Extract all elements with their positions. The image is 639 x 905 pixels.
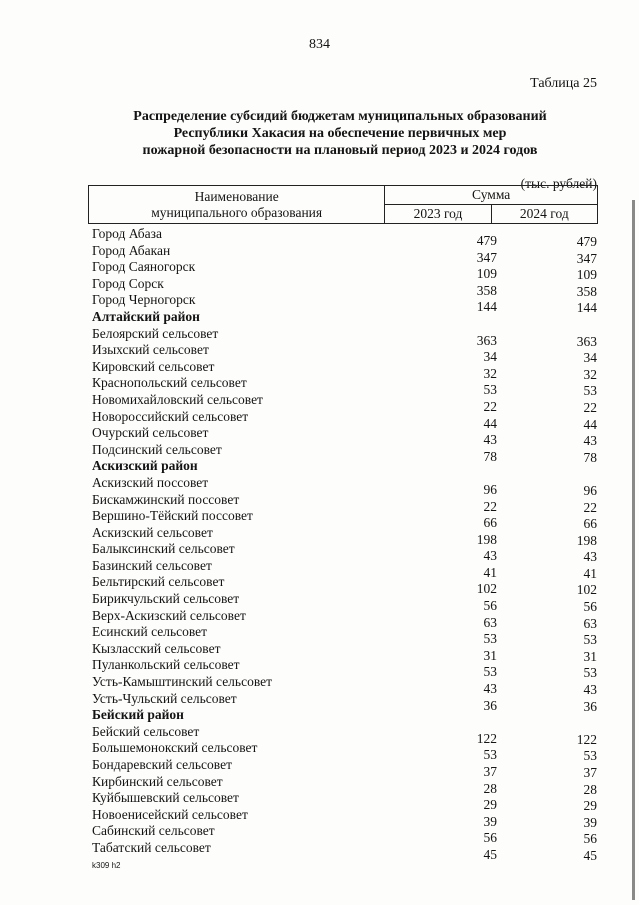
municipality-name: Бирикчульский сельсовет (92, 591, 240, 607)
value-2024: 63 (583, 615, 597, 631)
value-2023: 53 (483, 747, 497, 763)
scan-edge (632, 200, 635, 900)
value-2023: 43 (483, 681, 497, 697)
value-2024: 22 (583, 399, 597, 415)
title-line-3: пожарной безопасности на плановый период 2023 и 2024 годов (142, 143, 538, 158)
table-row (90, 408, 600, 432)
value-2023: 29 (483, 797, 497, 813)
table-group-row (90, 309, 600, 326)
value-2023: 32 (483, 365, 497, 381)
value-2024: 347 (576, 250, 597, 266)
municipality-name: Подсинский сельсовет (92, 441, 222, 457)
table-row (90, 773, 600, 797)
value-2024: 31 (583, 648, 597, 664)
value-2024: 37 (583, 765, 597, 780)
value-2024: 43 (583, 433, 597, 449)
title-line-1: Распределение субсидий бюджетам муниципальных образований (133, 109, 547, 124)
value-2023: 36 (483, 697, 497, 713)
municipality-name: Балыксинский сельсовет (92, 541, 235, 557)
municipality-name: Краснопольский сельсовет (92, 375, 247, 391)
municipality-name: Бондаревский сельсовет (92, 757, 232, 772)
value-2024: 39 (583, 814, 597, 830)
value-2024: 66 (583, 516, 597, 532)
value-2023: 39 (483, 813, 497, 829)
municipality-name: Кызласский сельсовет (92, 640, 221, 656)
table-row (90, 574, 600, 598)
value-2023: 43 (483, 432, 497, 448)
value-2023: 53 (483, 382, 497, 398)
district-name: Аскизский район (92, 458, 198, 474)
value-2023: 63 (483, 614, 497, 630)
value-2023: 358 (476, 282, 497, 298)
table-row (90, 740, 600, 764)
header-year-2024: 2024 год (491, 205, 597, 224)
municipality-name: Белоярский сельсовет (92, 325, 219, 341)
header-name-cell (89, 186, 385, 224)
table-row (90, 242, 600, 266)
value-2023: 347 (476, 249, 497, 265)
municipality-name: Изыхский сельсовет (92, 342, 209, 358)
municipality-name: Базинский сельсовет (92, 557, 212, 573)
value-2023: 37 (483, 764, 497, 779)
district-name: Алтайский район (92, 308, 200, 324)
value-2023: 78 (483, 448, 497, 464)
title-line-2: Республики Хакасия на обеспечение первичных мер (173, 126, 507, 141)
municipality-name: Есинский сельсовет (92, 624, 208, 640)
table-body (90, 226, 600, 863)
value-2024: 122 (576, 731, 597, 747)
table-row (90, 226, 600, 249)
value-2024: 56 (583, 831, 597, 847)
municipality-name: Бельтирский сельсовет (92, 574, 225, 590)
header-name-line-2: муниципального образования (151, 204, 323, 220)
value-2024: 96 (583, 482, 597, 498)
district-name: Бейский район (92, 707, 184, 723)
municipality-name: Город Сорск (92, 275, 164, 291)
municipality-name: Табатский сельсовет (92, 839, 211, 855)
footer-code: k309 h2 (92, 861, 121, 870)
header-sum: Сумма (385, 186, 598, 205)
value-2024: 53 (583, 665, 597, 681)
value-2023: 56 (483, 598, 497, 614)
header-year-2023: 2023 год (385, 205, 491, 224)
municipality-name: Город Абакан (92, 242, 171, 258)
municipality-name: Новоенисейский сельсовет (92, 806, 248, 822)
value-2023: 66 (483, 515, 497, 531)
municipality-name: Город Саяногорск (92, 259, 196, 275)
municipality-name: Очурский сельсовет (92, 425, 209, 441)
table-row (90, 325, 600, 349)
units-label: (тыс. рублей) (520, 176, 597, 191)
value-2023: 144 (476, 299, 497, 315)
value-2023: 22 (483, 398, 497, 414)
municipality-name: Аскизский поссовет (92, 474, 209, 490)
table-row (90, 757, 600, 780)
value-2024: 44 (583, 416, 597, 432)
subsidy-table-header (88, 185, 598, 224)
value-2023: 363 (476, 332, 497, 348)
value-2023: 56 (483, 830, 497, 846)
municipality-name: Новороссийский сельсовет (92, 408, 249, 424)
value-2024: 53 (583, 748, 597, 764)
table-label: Таблица 25 (530, 76, 597, 91)
value-2023: 479 (476, 233, 497, 248)
value-2023: 198 (476, 531, 497, 547)
value-2023: 53 (483, 664, 497, 680)
value-2024: 43 (583, 682, 597, 698)
municipality-name: Усть-Камыштинский сельсовет (92, 674, 273, 690)
page-number: 834 (309, 37, 330, 52)
municipality-name: Кировский сельсовет (92, 358, 215, 374)
value-2023: 31 (483, 647, 497, 663)
municipality-name: Усть-Чульский сельсовет (92, 690, 237, 706)
value-2024: 144 (576, 300, 597, 316)
document-title (80, 108, 600, 159)
municipality-name: Сабинский сельсовет (92, 823, 215, 839)
value-2024: 36 (583, 698, 597, 714)
municipality-name: Верх-Аскизский сельсовет (92, 607, 246, 623)
table-row (90, 657, 600, 681)
value-2024: 53 (583, 383, 597, 399)
municipality-name: Новомихайловский сельсовет (92, 391, 263, 407)
value-2024: 358 (576, 283, 597, 299)
value-2024: 198 (576, 532, 597, 548)
table-group-row (90, 458, 600, 475)
value-2024: 43 (583, 549, 597, 565)
value-2023: 96 (483, 481, 497, 497)
value-2024: 28 (583, 781, 597, 797)
value-2023: 53 (483, 631, 497, 647)
value-2024: 56 (583, 599, 597, 615)
value-2024: 479 (576, 234, 597, 249)
value-2023: 122 (476, 730, 497, 746)
municipality-name: Пуланкольский сельсовет (92, 657, 240, 673)
municipality-name: Вершино-Тёйский поссовет (92, 508, 253, 524)
value-2023: 22 (483, 498, 497, 514)
municipality-name: Большемонокский сельсовет (92, 740, 258, 756)
value-2023: 41 (483, 564, 497, 580)
value-2024: 34 (583, 350, 597, 366)
value-2023: 28 (483, 780, 497, 796)
value-2024: 29 (583, 798, 597, 814)
value-2024: 363 (576, 333, 597, 349)
value-2023: 109 (476, 266, 497, 282)
value-2024: 22 (583, 499, 597, 515)
table-row (90, 474, 600, 498)
value-2024: 53 (583, 632, 597, 648)
table-group-row (90, 707, 600, 724)
value-2024: 102 (576, 582, 597, 598)
value-2023: 43 (483, 548, 497, 564)
value-2024: 109 (576, 267, 597, 283)
value-2024: 78 (583, 449, 597, 465)
municipality-name: Город Абаза (92, 226, 162, 241)
municipality-name: Бейский сельсовет (92, 723, 200, 739)
municipality-name: Город Черногорск (92, 292, 196, 308)
value-2024: 45 (583, 847, 597, 863)
value-2023: 45 (483, 846, 497, 862)
value-2024: 41 (583, 565, 597, 581)
header-name-line-1: Наименование (194, 188, 279, 204)
value-2024: 32 (583, 366, 597, 382)
value-2023: 34 (483, 349, 497, 365)
table-row (90, 723, 600, 747)
value-2023: 102 (476, 581, 497, 597)
value-2023: 44 (483, 415, 497, 431)
municipality-name: Бискамжинский поссовет (92, 491, 240, 507)
municipality-name: Аскизский сельсовет (92, 524, 213, 540)
table-row (90, 491, 600, 515)
municipality-name: Кирбинский сельсовет (92, 773, 223, 789)
municipality-name: Куйбышевский сельсовет (92, 790, 239, 806)
